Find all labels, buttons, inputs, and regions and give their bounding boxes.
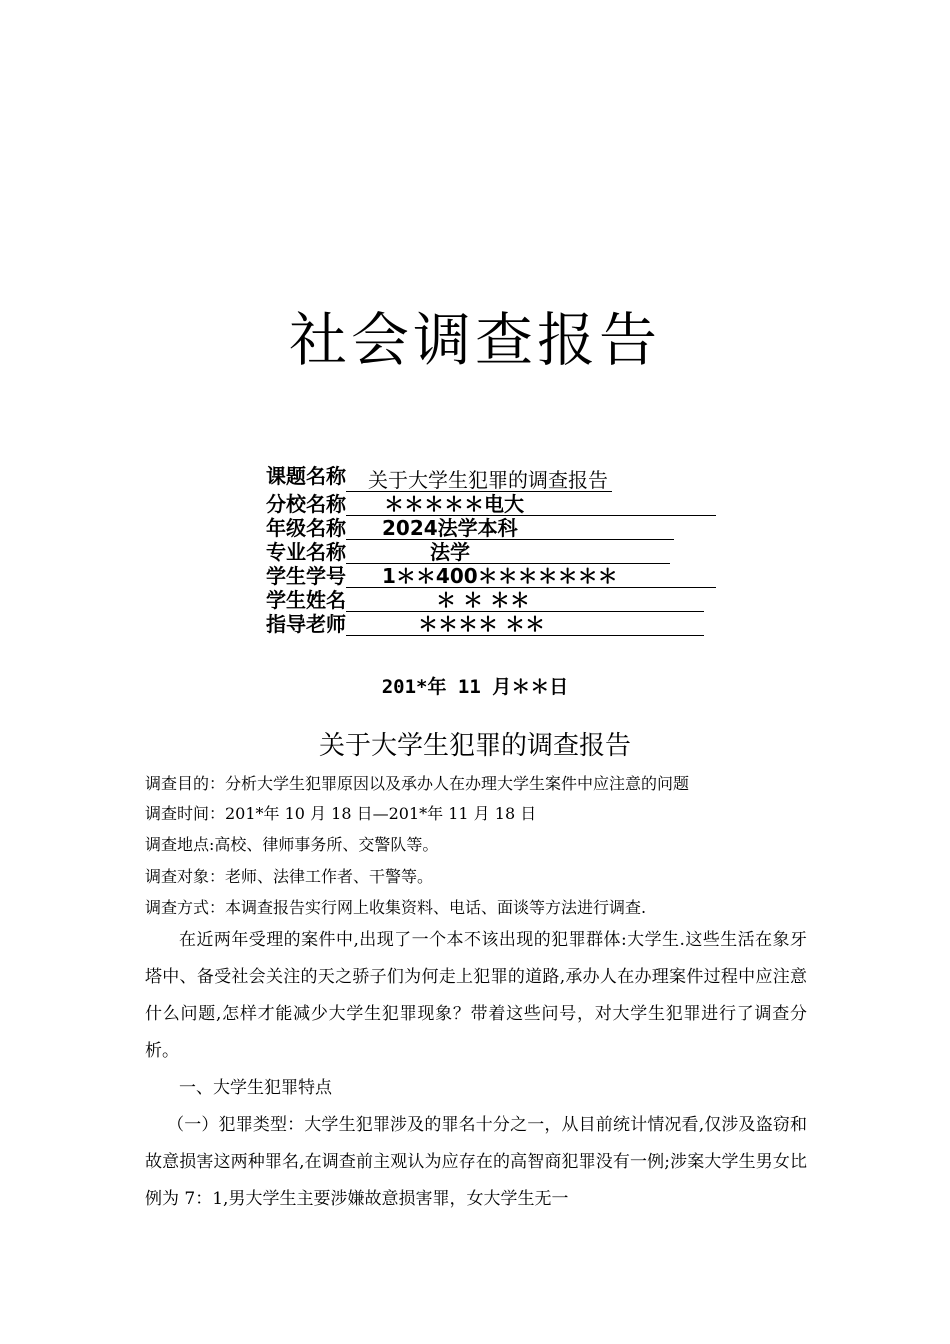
student-id-label: 学生学号 (266, 564, 346, 588)
field-row-grade (266, 516, 746, 540)
cover-info-block (266, 458, 746, 636)
info-subjects: 调查对象：老师、法律工作者、干警等。 (145, 867, 434, 886)
info-time: 调查时间：201*年 10 月 18 日—201*年 11 月 18 日 (145, 804, 537, 823)
advisor-value: ＊＊＊＊ ＊＊ (346, 613, 704, 636)
cover-title: 社会调查报告 (288, 306, 661, 374)
info-method: 调查方式：本调查报告实行网上收集资料、电话、面谈等方法进行调查. (145, 898, 647, 917)
topic-label: 课题名称 (266, 464, 346, 488)
advisor-label: 指导老师 (266, 612, 346, 636)
field-row-student-name (266, 588, 746, 612)
cover-date: 201*年 11 月＊＊日 (381, 676, 569, 698)
section-heading: 一、大学生犯罪特点 (179, 1078, 332, 1098)
field-row-advisor (266, 612, 746, 636)
topic-row (266, 458, 746, 492)
info-location: 调查地点:高校、律师事务所、交警队等。 (145, 835, 439, 854)
branch-label: 分校名称 (266, 492, 346, 516)
major-label: 专业名称 (266, 540, 346, 564)
branch-value: ＊＊＊＊＊电大 (346, 493, 716, 516)
info-purpose: 调查目的：分析大学生犯罪原因以及承办人在办理大学生案件中应注意的问题 (145, 774, 690, 793)
major-value: 法学 (346, 541, 670, 564)
student-name-value: ＊ ＊ ＊＊ (346, 589, 704, 612)
subsection-paragraph: （一）犯罪类型：大学生犯罪涉及的罪名十分之一，从目前统计情况看,仅涉及盗窃和故意损害这两种罪名,在调查前主观认为应存在的高智商犯罪没有一例;涉案大学生男女比例为 7：1,男大学生主要涉嫌故意损害罪，女大学生无一 (145, 1115, 807, 1209)
intro-paragraph: 在近两年受理的案件中,出现了一个本不该出现的犯罪群体:大学生.这些生活在象牙塔中、备受社会关注的天之骄子们为何走上犯罪的道路,承办人在办理案件过程中应注意什么问题,怎样才能减少大学生犯罪现象？带着这些问号，对大学生犯罪进行了调查分析。 (145, 930, 807, 1061)
student-id-value: 1＊＊400＊＊＊＊＊＊＊ (346, 565, 716, 588)
field-row-branch (266, 492, 746, 516)
field-row-student-id (266, 564, 746, 588)
report-title: 关于大学生犯罪的调查报告 (318, 731, 631, 761)
field-row-major (266, 540, 746, 564)
grade-label: 年级名称 (266, 516, 346, 540)
student-name-label: 学生姓名 (266, 588, 346, 612)
topic-value: 关于大学生犯罪的调查报告 (346, 469, 612, 492)
grade-value: 2024法学本科 (346, 517, 674, 540)
report-body (145, 922, 807, 1218)
